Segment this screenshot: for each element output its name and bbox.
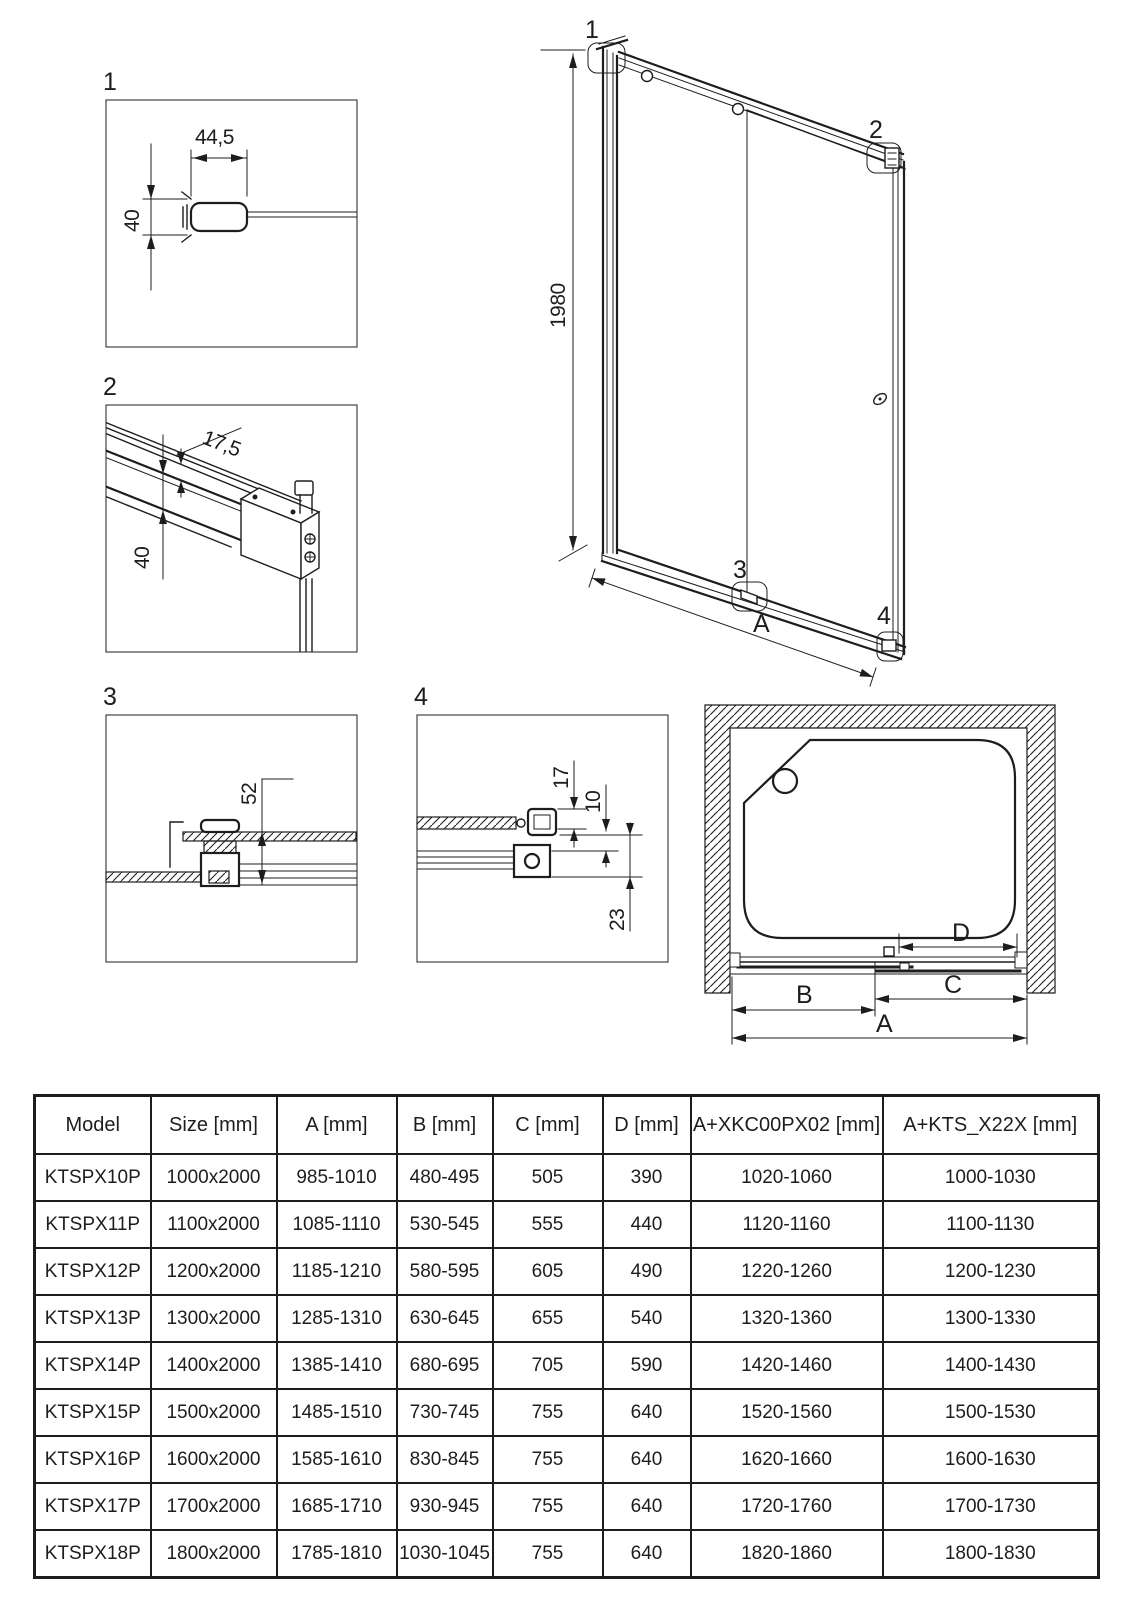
detail-1-height-value: 40 xyxy=(121,209,144,232)
column-header: D [mm] xyxy=(603,1096,691,1155)
detail-3-label: 3 xyxy=(103,683,117,711)
door-handle-knob xyxy=(872,391,889,406)
table-row xyxy=(35,1530,1099,1578)
height-dimension-1980 xyxy=(541,50,587,561)
wall-profile-section xyxy=(182,192,356,242)
detail-4-top-value: 17 xyxy=(550,766,573,789)
detail-1-drawing xyxy=(97,66,359,354)
table-cell: KTSPX18P xyxy=(35,1530,151,1578)
table-cell: 1100x2000 xyxy=(151,1201,277,1248)
table-cell: 1500-1530 xyxy=(883,1389,1099,1436)
table-cell: 755 xyxy=(493,1530,603,1578)
table-cell: KTSPX10P xyxy=(35,1154,151,1201)
table-cell: 505 xyxy=(493,1154,603,1201)
table-cell: 755 xyxy=(493,1389,603,1436)
table-row xyxy=(35,1295,1099,1342)
column-header: A+XKC00PX02 [mm] xyxy=(691,1096,883,1155)
table-cell: KTSPX14P xyxy=(35,1342,151,1389)
table-cell: 1400x2000 xyxy=(151,1342,277,1389)
spec-table-header xyxy=(35,1096,1099,1155)
table-cell: 1200-1230 xyxy=(883,1248,1099,1295)
dimension-A xyxy=(732,1007,1027,1044)
table-cell: 1820-1860 xyxy=(691,1530,883,1578)
table-cell: 1000x2000 xyxy=(151,1154,277,1201)
table-cell: 1385-1410 xyxy=(277,1342,397,1389)
detail-2-label: 2 xyxy=(103,373,117,401)
table-cell: 640 xyxy=(603,1483,691,1530)
table-cell: KTSPX15P xyxy=(35,1389,151,1436)
callout-1-number: 1 xyxy=(585,16,599,44)
table-cell: 730-745 xyxy=(397,1389,493,1436)
plan-handle xyxy=(884,947,894,956)
table-cell: 1485-1510 xyxy=(277,1389,397,1436)
detail-4-middle-dimension xyxy=(552,785,618,867)
table-cell: 985-1010 xyxy=(277,1154,397,1201)
column-header: A+KTS_X22X [mm] xyxy=(883,1096,1099,1155)
table-cell: 1600-1630 xyxy=(883,1436,1099,1483)
table-cell: 540 xyxy=(603,1295,691,1342)
drain-circle xyxy=(773,769,797,793)
fixed-wall-profile xyxy=(597,36,627,553)
detail-3-height-value: 52 xyxy=(238,782,261,805)
table-cell: 1800x2000 xyxy=(151,1530,277,1578)
table-cell: 1030-1045 xyxy=(397,1530,493,1578)
elevation-width-value: A xyxy=(753,610,770,638)
detail-4-bottom-value: 23 xyxy=(606,908,629,931)
column-header: C [mm] xyxy=(493,1096,603,1155)
table-row xyxy=(35,1436,1099,1483)
table-cell: 630-645 xyxy=(397,1295,493,1342)
detail-4-middle-value: 10 xyxy=(582,790,605,813)
elevation-height-value: 1980 xyxy=(547,283,570,328)
table-cell: 1800-1830 xyxy=(883,1530,1099,1578)
table-cell: 705 xyxy=(493,1342,603,1389)
roller-section xyxy=(106,820,356,886)
table-cell: 755 xyxy=(493,1436,603,1483)
table-cell: 655 xyxy=(493,1295,603,1342)
table-cell: 1700x2000 xyxy=(151,1483,277,1530)
plan-dim-b-value: B xyxy=(796,981,813,1009)
table-cell: 530-545 xyxy=(397,1201,493,1248)
detail-1-label: 1 xyxy=(103,68,117,96)
table-cell: KTSPX16P xyxy=(35,1436,151,1483)
table-cell: 640 xyxy=(603,1436,691,1483)
callout-1 xyxy=(585,16,625,73)
sliding-panel-profile xyxy=(872,158,904,654)
table-cell: 1200x2000 xyxy=(151,1248,277,1295)
table-cell: 1585-1610 xyxy=(277,1436,397,1483)
callout-2 xyxy=(867,116,901,173)
table-cell: 1185-1210 xyxy=(277,1248,397,1295)
detail-1-height-dimension xyxy=(121,144,187,290)
detail-2-offset-value: 17,5 xyxy=(199,426,244,462)
table-cell: 1700-1730 xyxy=(883,1483,1099,1530)
table-cell: 930-945 xyxy=(397,1483,493,1530)
detail-3-drawing xyxy=(97,681,359,969)
table-row xyxy=(35,1389,1099,1436)
top-rail xyxy=(619,52,905,169)
plan-dim-c-value: C xyxy=(944,971,962,999)
bottom-rail xyxy=(602,550,905,659)
column-header: A [mm] xyxy=(277,1096,397,1155)
detail-4-bottom-dimension xyxy=(552,823,642,931)
table-row xyxy=(35,1248,1099,1295)
table-cell: 480-495 xyxy=(397,1154,493,1201)
table-cell: 1120-1160 xyxy=(691,1201,883,1248)
table-row xyxy=(35,1201,1099,1248)
spec-table xyxy=(33,1094,1100,1579)
bottom-guide-section xyxy=(417,809,556,877)
callout-3 xyxy=(732,556,767,611)
callout-2-number: 2 xyxy=(869,116,883,144)
spec-table-body xyxy=(35,1154,1099,1578)
table-cell: 580-595 xyxy=(397,1248,493,1295)
sliding-door-plan xyxy=(730,947,1027,974)
table-cell: 1500x2000 xyxy=(151,1389,277,1436)
plan-dim-d-value: D xyxy=(952,919,970,947)
table-cell: 390 xyxy=(603,1154,691,1201)
table-cell: 1000-1030 xyxy=(883,1154,1099,1201)
table-cell: 1620-1660 xyxy=(691,1436,883,1483)
table-cell: 1785-1810 xyxy=(277,1530,397,1578)
shower-tray xyxy=(744,740,1015,938)
callout-3-number: 3 xyxy=(733,556,747,584)
table-cell: 555 xyxy=(493,1201,603,1248)
elevation-drawing xyxy=(533,10,933,692)
table-cell: 1520-1560 xyxy=(691,1389,883,1436)
detail-2-drawing xyxy=(97,371,359,659)
plan-dim-a-value: A xyxy=(876,1010,893,1038)
table-cell: 1100-1130 xyxy=(883,1201,1099,1248)
rail-bracket xyxy=(241,488,319,579)
table-cell: KTSPX13P xyxy=(35,1295,151,1342)
column-header: Size [mm] xyxy=(151,1096,277,1155)
table-cell: 755 xyxy=(493,1483,603,1530)
detail-4-drawing xyxy=(408,681,670,969)
callout-4-number: 4 xyxy=(877,602,891,630)
table-header-row xyxy=(35,1096,1099,1155)
table-cell: 590 xyxy=(603,1342,691,1389)
table-cell: 640 xyxy=(603,1389,691,1436)
table-cell: KTSPX17P xyxy=(35,1483,151,1530)
table-cell: 440 xyxy=(603,1201,691,1248)
table-cell: 1285-1310 xyxy=(277,1295,397,1342)
detail-2-height-value: 40 xyxy=(131,546,154,569)
table-cell: 830-845 xyxy=(397,1436,493,1483)
table-cell: 680-695 xyxy=(397,1342,493,1389)
table-cell: 1400-1430 xyxy=(883,1342,1099,1389)
table-cell: 1020-1060 xyxy=(691,1154,883,1201)
dimension-B xyxy=(732,977,875,1016)
table-cell: 490 xyxy=(603,1248,691,1295)
detail-1-width-dimension xyxy=(191,126,247,196)
table-cell: KTSPX12P xyxy=(35,1248,151,1295)
table-cell: 1320-1360 xyxy=(691,1295,883,1342)
table-cell: 605 xyxy=(493,1248,603,1295)
detail-4-label: 4 xyxy=(414,683,428,711)
width-dimension-A xyxy=(589,569,876,686)
table-cell: 640 xyxy=(603,1530,691,1578)
table-cell: 1300-1330 xyxy=(883,1295,1099,1342)
table-cell: 1300x2000 xyxy=(151,1295,277,1342)
column-header: B [mm] xyxy=(397,1096,493,1155)
column-header: Model xyxy=(35,1096,151,1155)
table-cell: 1220-1260 xyxy=(691,1248,883,1295)
table-row xyxy=(35,1483,1099,1530)
table-row xyxy=(35,1154,1099,1201)
table-cell: 1685-1710 xyxy=(277,1483,397,1530)
table-cell: 1420-1460 xyxy=(691,1342,883,1389)
table-row xyxy=(35,1342,1099,1389)
table-cell: 1720-1760 xyxy=(691,1483,883,1530)
table-cell: 1600x2000 xyxy=(151,1436,277,1483)
table-cell: 1085-1110 xyxy=(277,1201,397,1248)
detail-1-width-value: 44,5 xyxy=(195,126,234,149)
table-cell: KTSPX11P xyxy=(35,1201,151,1248)
plan-view-drawing xyxy=(686,691,1131,1053)
